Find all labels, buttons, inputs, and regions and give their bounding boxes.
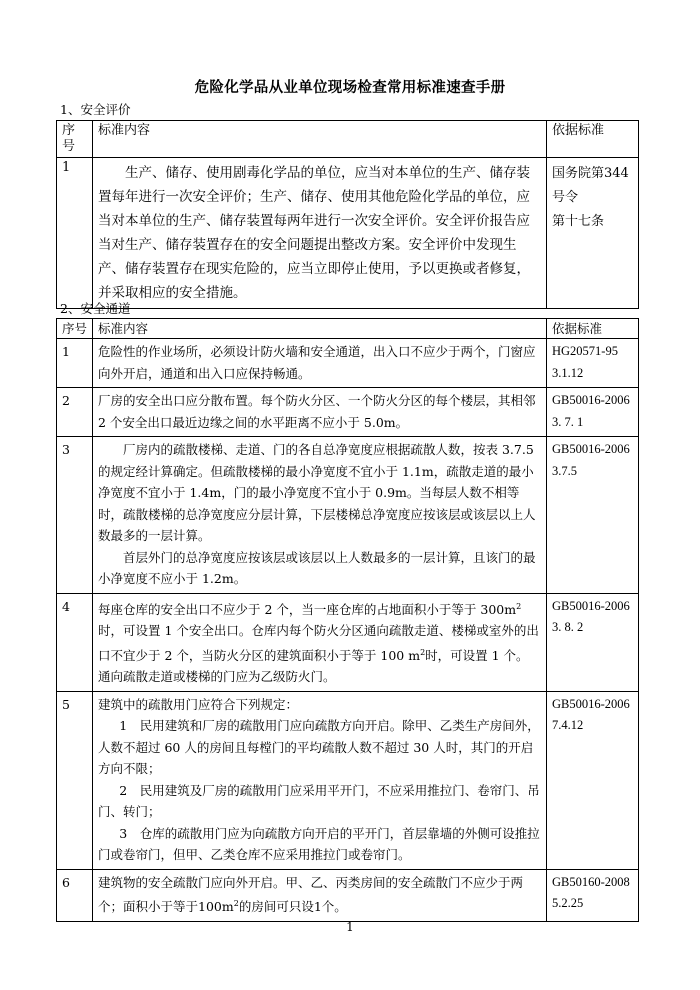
basis-line: 3.7.5 [552, 463, 577, 478]
content-text: 的房间可只设1个。 [238, 899, 347, 915]
table-header-row [57, 319, 639, 339]
content-text: 时，可设置 1 个。通向疏散走道或楼梯的门应为乙级防火门。 [98, 647, 529, 685]
basis-line: 5.2.25 [552, 896, 584, 911]
content-text: 时，可设置 1 个安全出口。仓库内每个防火分区通向疏散走道、楼梯或室外的出口不宜少于 2 个，当防火分区的建筑面积小于等于 100 m [98, 623, 539, 663]
row-no: 4 [57, 593, 93, 691]
header-no: 序号 [57, 319, 93, 339]
table-row [57, 869, 639, 921]
list-item: 2 民用建筑及厂房的疏散用门应采用平开门，不应采用推拉门、卷帘门、吊门、转门； [98, 782, 540, 820]
basis-line: 第十七条 [552, 214, 605, 229]
row-no: 1 [57, 158, 93, 309]
header-content: 标准内容 [93, 121, 547, 158]
basis-line: 3.1.12 [552, 365, 584, 380]
content-intro: 建筑中的疏散用门应符合下列规定： [98, 696, 299, 712]
row-content [93, 869, 547, 921]
row-no: 1 [57, 339, 93, 388]
row-content [93, 593, 547, 691]
table-row [57, 339, 639, 388]
row-basis [547, 388, 639, 437]
basis-line: 国务院第344号令 [552, 166, 629, 205]
basis-line: HG20571-95 [552, 344, 618, 358]
basis-line: GB50160-2008 [552, 874, 630, 889]
safety-evaluation-table [56, 120, 639, 309]
safety-passage-table [56, 318, 639, 922]
list-item: 1 民用建筑和厂房的疏散用门应向疏散方向开启。除甲、乙类生产房间外，人数不超过 60 人的房间且每樘门的平均疏散人数不超过 30 人时，其门的开启方向不限； [98, 718, 540, 777]
superscript: 2 [420, 647, 426, 657]
table-header-row [57, 121, 639, 158]
row-basis [547, 339, 639, 388]
row-content [93, 691, 547, 869]
content-paragraph: 厂房内的疏散楼梯、走道、门的各自总净宽度应根据疏散人数，按表 3.7.5 的规定经计算确定。但疏散楼梯的最小净宽度不宜小于 1.1m，疏散走道的最小净宽度不宜小于 1.4m，门的最小净宽度不宜小于 0.9m。当每层人数不相等时，疏散楼梯的总净宽度应分层计算，下层楼梯总净宽度应按该层或该层以上人数最多的一层计算。 [98, 442, 536, 543]
content-text: 每座仓库的安全出口不应少于 2 个，当一座仓库的占地面积小于等于 300m [98, 601, 517, 617]
basis-line: 7.4.12 [552, 718, 584, 733]
content-paragraph: 首层外门的总净宽度应按该层或该层以上人数最多的一层计算，且该门的最小净宽度不应小于 1.2m。 [98, 549, 536, 586]
list-item: 3 仓库的疏散用门应为向疏散方向开启的平开门，首层靠墙的外侧可设推拉门或卷帘门，但甲、乙类仓库不应采用推拉门或卷帘门。 [98, 825, 540, 863]
content-text: 建筑物的安全疏散门应向外开启。甲、乙、丙类房间的安全疏散门不应少于两个；面积小于等于100m [98, 874, 524, 915]
table-row [57, 158, 639, 309]
header-basis: 依据标准 [547, 121, 639, 158]
page-title: 危险化学品从业单位现场检查常用标准速查手册 [194, 79, 506, 96]
basis-line: GB50016-2006 [552, 442, 630, 456]
header-no: 序号 [57, 121, 93, 158]
row-content: 厂房的安全出口应分散布置。每个防火分区、一个防火分区的每个楼层，其相邻 2 个安全出口最近边缘之间的水平距离不应小于 5.0m。 [93, 388, 547, 437]
row-no: 5 [57, 691, 93, 869]
basis-line: GB50016-2006 [552, 696, 630, 711]
section-heading-safety-evaluation: 1、安全评价 [60, 102, 131, 117]
table-row [57, 691, 639, 869]
row-content: 生产、储存、使用剧毒化学品的单位，应当对本单位的生产、储存装置每年进行一次安全评价；生产、储存、使用其他危险化学品的单位，应当对本单位的生产、储存装置每两年进行一次安全评价。安全评价报告应当对生产、储存装置存在的安全问题提出整改方案。安全评价中发现生产、储存装置存在现实危险的，应当立即停止使用，予以更换或者修复，并采取相应的安全措施。 [93, 158, 547, 309]
row-basis [547, 158, 639, 309]
header-content: 标准内容 [93, 319, 547, 339]
row-no: 6 [57, 869, 93, 921]
row-content [93, 437, 547, 594]
page-number: 1 [346, 920, 354, 934]
row-basis [547, 869, 639, 921]
superscript: 2 [516, 601, 522, 611]
row-no: 2 [57, 388, 93, 437]
basis-line: GB50016-2006 [552, 393, 630, 407]
basis-line: 3. 8. 2 [552, 620, 584, 634]
table-row [57, 437, 639, 594]
row-no: 3 [57, 437, 93, 594]
header-basis: 依据标准 [547, 319, 639, 339]
row-basis [547, 593, 639, 691]
section-heading-safety-passage: 2、安全通道 [60, 301, 131, 316]
row-basis [547, 691, 639, 869]
row-basis [547, 437, 639, 594]
superscript: 2 [233, 899, 239, 909]
table-row [57, 388, 639, 437]
basis-line: 3. 7. 1 [552, 414, 584, 429]
basis-line: GB50016-2006 [552, 598, 630, 613]
table-row [57, 593, 639, 691]
row-content: 危险性的作业场所，必须设计防火墙和安全通道，出入口不应少于两个，门窗应向外开启，通道和出入口应保持畅通。 [93, 339, 547, 388]
